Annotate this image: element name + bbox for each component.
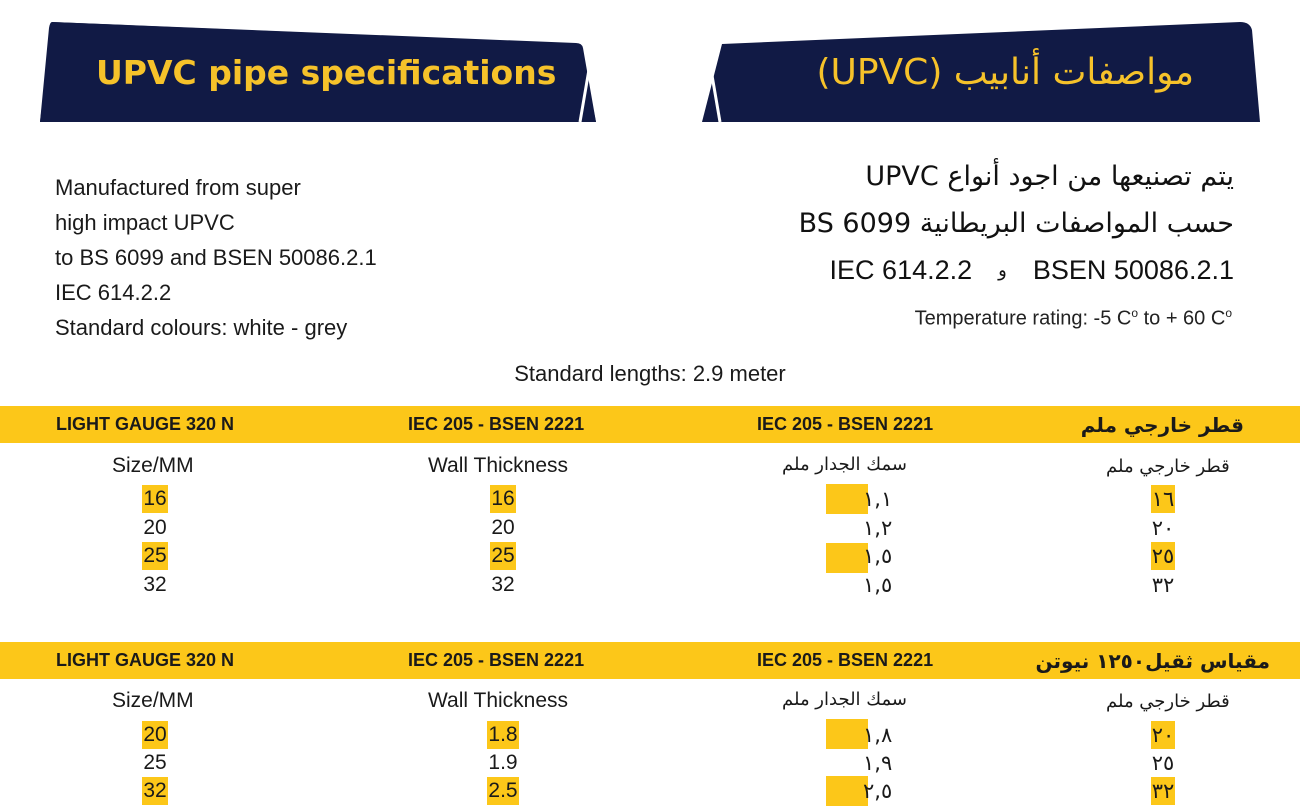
- size-ar-cell: [1143, 485, 1183, 513]
- size-cell: [135, 514, 175, 542]
- subheader-size: Size/MM: [112, 454, 194, 477]
- bsen-standard: BSEN 50086.2.1: [1032, 255, 1234, 285]
- size-ar-cell: [1143, 514, 1183, 542]
- header-outer-diameter-ar: قطر خارجي ملم: [1080, 412, 1244, 437]
- subheader-wall-thickness-ar: سمك الجدار ملم: [782, 688, 907, 710]
- description-line: IEC 614.2.2: [55, 280, 172, 305]
- and-word: و: [998, 260, 1007, 281]
- size-cell: [135, 721, 175, 749]
- size-ar-value: ٢٠: [1151, 723, 1175, 747]
- header-standard: IEC 205 - BSEN 2221: [408, 650, 585, 670]
- wall-ar-cell: [862, 571, 912, 599]
- size-ar-value: ١٦: [1151, 487, 1175, 511]
- size-cell: [135, 485, 175, 513]
- wall-cell: [483, 542, 523, 570]
- size-cell: [135, 777, 175, 805]
- wall-value: 16: [490, 485, 515, 513]
- size-ar-cell: [1143, 571, 1183, 599]
- english-page-title: UPVC pipe specifications: [96, 52, 557, 92]
- subheader-wall-thickness-ar: سمك الجدار ملم: [782, 453, 907, 475]
- standard-lengths: Standard lengths: 2.9 meter: [514, 361, 786, 386]
- subheader-size: Size/MM: [112, 689, 194, 712]
- arabic-title-banner: [702, 22, 1260, 122]
- size-ar-value: ٢٠: [1151, 516, 1175, 540]
- wall-ar-cell: [862, 749, 912, 777]
- wall-cell: [478, 721, 528, 749]
- wall-ar-value: ١,٢: [863, 516, 893, 540]
- size-cell: [135, 571, 175, 599]
- wall-ar-value: ١,١: [863, 487, 893, 511]
- header-gauge: LIGHT GAUGE 320 N: [56, 414, 235, 434]
- size-value: 20: [143, 516, 167, 539]
- wall-cell: [483, 571, 523, 599]
- size-ar-cell: [1143, 721, 1183, 749]
- size-value: 20: [142, 721, 167, 749]
- wall-ar-cell: [862, 777, 912, 805]
- wall-cell: [483, 514, 523, 542]
- header-gauge: LIGHT GAUGE 320 N: [56, 650, 235, 670]
- wall-ar-cell: [862, 485, 912, 513]
- degree-mark: o: [1225, 306, 1232, 320]
- english-title-banner: [40, 22, 600, 122]
- wall-ar-value: ٢,٥: [863, 779, 893, 803]
- subheader-wall-thickness: Wall Thickness: [428, 689, 569, 712]
- header-heavy-gauge-ar: مقياس ثقيل١٢٥٠ نيوتن: [1035, 648, 1270, 673]
- wall-ar-value: ١,٨: [863, 723, 893, 747]
- wall-ar-value: ١,٥: [863, 544, 893, 568]
- size-ar-value: ٣٢: [1151, 779, 1175, 803]
- wall-ar-cell: [862, 542, 912, 570]
- subheader-outer-diameter-ar: قطر خارجي ملم: [1106, 690, 1230, 712]
- wall-value: 2.5: [487, 777, 518, 805]
- size-value: 32: [142, 777, 167, 805]
- size-ar-value: ٢٥: [1151, 544, 1175, 568]
- size-value: 25: [142, 542, 167, 570]
- subheader-outer-diameter-ar: قطر خارجي ملم: [1106, 455, 1230, 477]
- arabic-page-title: مواصفات أنابيب (UPVC): [816, 51, 1194, 93]
- header-standard: IEC 205 - BSEN 2221: [408, 414, 585, 434]
- size-value: 32: [143, 573, 167, 596]
- wall-ar-cell: [862, 721, 912, 749]
- english-description: [55, 170, 377, 345]
- wall-ar-value: ١,٩: [863, 751, 893, 775]
- description-line: high impact UPVC: [55, 210, 235, 235]
- temperature-rating: [915, 306, 1232, 331]
- wall-cell: [483, 485, 523, 513]
- arabic-description-line: حسب المواصفات البريطانية BS 6099: [798, 208, 1234, 239]
- wall-ar-cell: [862, 514, 912, 542]
- description-line: Manufactured from super: [55, 175, 301, 200]
- header-standard-ar: IEC 205 - BSEN 2221: [757, 650, 934, 670]
- temperature-text-start: Temperature rating: -5 C: [914, 307, 1132, 330]
- size-ar-cell: [1143, 749, 1183, 777]
- size-cell: [135, 749, 175, 777]
- temperature-text-end: to + 60 C: [1138, 307, 1226, 330]
- table-header-bar: [0, 406, 1300, 443]
- size-ar-value: ٣٢: [1151, 573, 1175, 597]
- arabic-description-standards: [799, 247, 1234, 294]
- size-ar-value: ٢٥: [1151, 751, 1175, 775]
- wall-cell: [478, 777, 528, 805]
- wall-value: 32: [491, 573, 515, 596]
- size-value: 25: [143, 751, 167, 774]
- wall-value: 1.8: [487, 721, 518, 749]
- iec-standard: IEC 614.2.2: [829, 255, 973, 285]
- table-header-bar: [0, 642, 1300, 679]
- wall-ar-value: ١,٥: [863, 573, 893, 597]
- size-ar-cell: [1143, 542, 1183, 570]
- degree-mark: o: [1131, 306, 1139, 320]
- description-line: to BS 6099 and BSEN 50086.2.1: [55, 245, 377, 270]
- arabic-description-line: يتم تصنيعها من اجود أنواع UPVC: [865, 161, 1234, 192]
- wall-value: 25: [490, 542, 515, 570]
- wall-cell: [478, 749, 528, 777]
- description-line: Standard colours: white - grey: [55, 315, 348, 340]
- wall-value: 1.9: [488, 751, 518, 774]
- wall-value: 20: [491, 516, 515, 539]
- subheader-wall-thickness: Wall Thickness: [428, 454, 569, 477]
- size-cell: [135, 542, 175, 570]
- size-value: 16: [142, 485, 167, 513]
- size-ar-cell: [1143, 777, 1183, 805]
- header-standard-ar: IEC 205 - BSEN 2221: [757, 414, 934, 434]
- arabic-description: [799, 153, 1234, 294]
